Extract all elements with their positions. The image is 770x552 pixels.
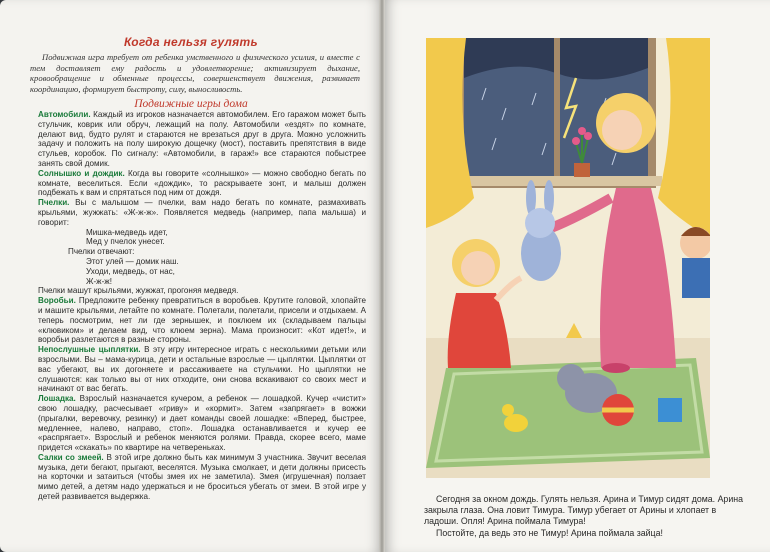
game-heading: Воробьи. xyxy=(38,296,76,306)
window-sill xyxy=(450,176,662,186)
game-loshadka xyxy=(38,394,366,453)
game-text: Вы с малышом — пчелки, вам надо бегать по комнате, размахивать крыльями, жужжать: «Ж-ж-ж». Появляется медведь (например, папа малыша) и говорит: xyxy=(38,198,366,227)
caption-paragraph: Постойте, да ведь это не Тимур! Арина поймала зайца! xyxy=(436,527,663,538)
intro-paragraph: Подвижная игра требует от ребенка умственного и физического усилия, и вместе с тем доставляет ему радость и удовлетворение; активизирует дыхание, кровообращение и обменные процессы, совершенствует движения, развивает координацию, формирует быстроту, силу, выносливость. xyxy=(30,52,360,94)
games-text xyxy=(38,110,366,502)
game-solnyshko xyxy=(38,169,366,198)
section-subtitle: Подвижные игры дома xyxy=(134,98,248,110)
book-spine xyxy=(379,0,385,552)
poem-line: Мед у пчелок унесет. xyxy=(86,237,165,247)
game-salki xyxy=(38,453,366,502)
game-avtomobili xyxy=(38,110,366,169)
game-heading: Автомобили. xyxy=(38,110,91,119)
mother-shoe xyxy=(602,363,630,373)
game-heading: Солнышко и дождик. xyxy=(38,168,125,178)
poem-line: Пчелки отвечают: xyxy=(68,247,135,257)
poem-line: Уходи, медведь, от нас, xyxy=(86,266,175,276)
game-text: Пчелки машут крыльями, жужжат, прогоняя медведя. xyxy=(38,286,239,296)
caption-paragraph: Сегодня за окном дождь. Гулять нельзя. Арина и Тимур сидят дома. Арина закрыла глаза. Она ловит Тимура. Тимур убегает от Арины и хлопает в ладоши. Опля! Арина поймала Тимура! xyxy=(424,494,743,527)
poem xyxy=(68,228,366,287)
duck-toy xyxy=(504,414,528,432)
game-heading: Пчелки. xyxy=(38,198,70,208)
game-text: Предложите ребенку превратиться в воробьев. Крутите головой, хлопайте и машите крыльями, летайте по комнате. Полетали, полетали, присели и отдыхаем. А теперь посмотрим, нет ли где зернышек, и поклюем их (складываем пальцы «клювиком» и делаем вид, что клюем зерна). Мама произносит: «Кот идет!», и воробьи разлетаются в разные стороны. xyxy=(38,296,366,345)
game-text: Когда вы говорите «солнышко» — можно свободно бегать по комнате, веселиться. Если «дождик», то раскрываете зонт, и малыш должен подбежать к вам и спрятаться под ним от дождя. xyxy=(38,168,366,198)
game-vorobi xyxy=(38,296,366,345)
game-tsyplyatki xyxy=(38,345,366,394)
game-text: Каждый из игроков назначается автомобилем. Его гаражом может быть стульчик, коврик или обруч, лежащий на полу. Автомобили «ездят» по комнате, делают вид, будто рулят и стараются не врезаться друг в друга. Можно усложнить задачу и положить на полу широкую дощечку (мост), поставить препятствия в виде стульев, коробок. По сигналу: «Автомобили, в гараж!» все стараются побыстрее занять свой домик. xyxy=(38,110,366,168)
game-text: Взрослый назначается кучером, а ребенок — лошадкой. Кучер «чистит» свою лошадку, расчесывает «гриву» и «кормит». Затем «запрягает» в вожжи (прыгалки, веревочку, резинку) и дает команды своей лошадке: «Вперед, быстрее, медленнее, налево, направо, стоп». Лошадка останавливается и кучер ее «распрягает». Взрослый и ребенок меняются ролями. Правда, скорее всего, маме придется «скакать» по квартире на четвереньках. xyxy=(38,394,366,453)
illustration-children-playing xyxy=(426,38,710,478)
window-mullion xyxy=(554,38,560,178)
game-text: В этой игре должно быть как минимум 3 участника. Звучит веселая музыка, дети бегают, прыгают, веселятся. Музыка смолкает, и дети должны присесть на корточки и затаиться (чтобы змея их не заметила). Змея (игрушечная) ползает мимо детей, а детям надо удержаться и не броситься убегать от змеи. В этой игре у детей развивается выдержка. xyxy=(38,452,367,502)
flower-pot xyxy=(574,163,590,177)
game-text: В эту игру интересное играть с несколькими детьми или взрослыми. Вы – мама-курица, дети и остальные взрослые — цыплятки. Цыплятки от вас убегают, вы их догоняете и рассаживаете на стульчики. Но цыплятки не слушаются: как только вы от них отходите, они снова вскакивают со своих мест и начинают от вас бегать. xyxy=(38,345,366,394)
illustration-caption xyxy=(424,494,744,539)
mother-face xyxy=(602,110,642,150)
game-heading: Салки со змеей. xyxy=(38,452,104,462)
page-title: Когда нельзя гулять xyxy=(124,35,258,49)
poem-line: Этот улей — домик наш. xyxy=(86,256,179,266)
boy-shirt xyxy=(682,258,710,298)
poem-line: Ж-ж-ж! xyxy=(86,276,112,286)
game-heading: Непослушные цыплятки. xyxy=(38,345,141,355)
girl-face xyxy=(461,251,495,285)
poem-line: Мишка-медведь идет, xyxy=(86,227,168,237)
block-toy xyxy=(658,398,682,422)
game-heading: Лошадка. xyxy=(38,394,76,404)
left-page xyxy=(0,0,382,552)
game-pchelki xyxy=(38,198,366,227)
